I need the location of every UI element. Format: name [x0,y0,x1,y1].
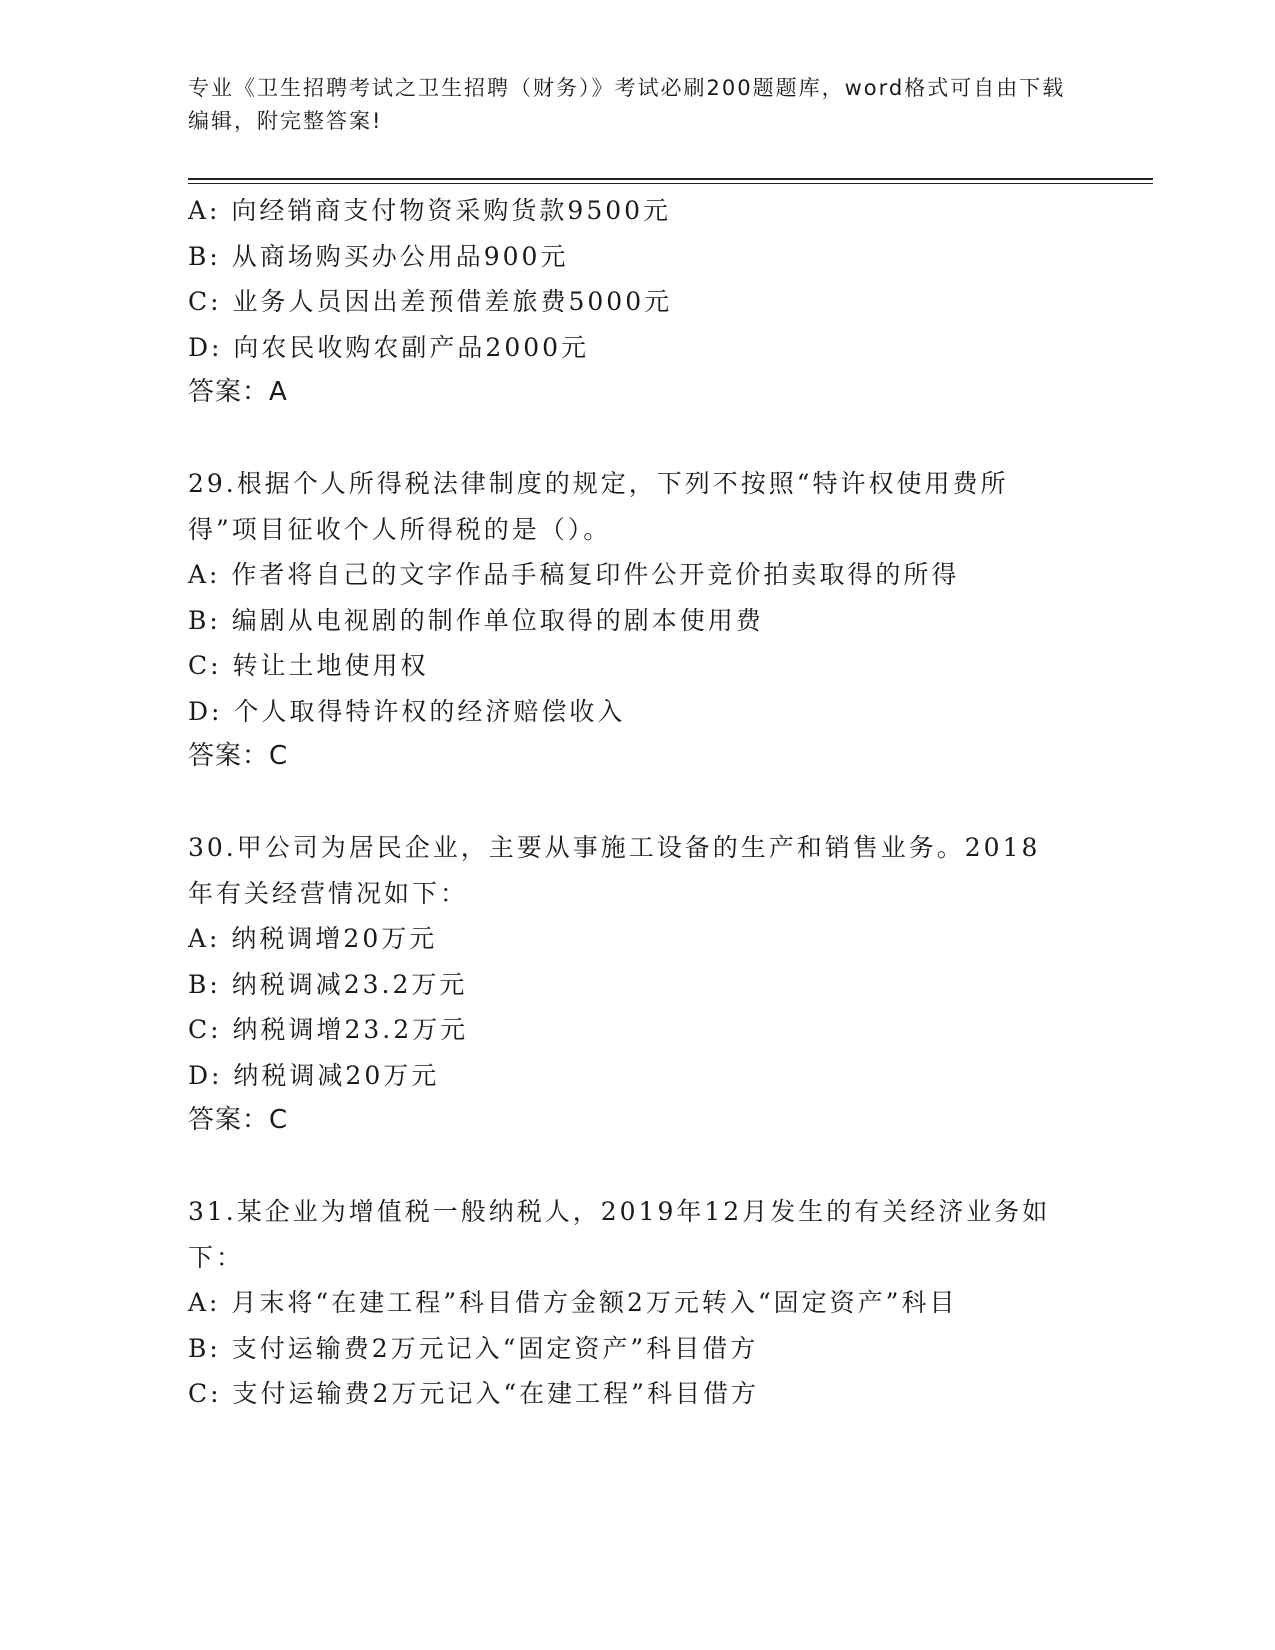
header-divider [188,178,1153,180]
option-b: B: 支付运输费2万元记入“固定资产”科目借方 [188,1333,759,1363]
answer-text: 答案：A [188,377,288,407]
question-block [188,1189,1088,1417]
document-header: 专业《卫生招聘考试之卫生招聘（财务）》考试必刷200题题库，word格式可自由下载编辑，附完整答案! [188,76,1066,133]
option-d: D: 向农民收购农副产品2000元 [188,332,590,362]
option-c: C: 支付运输费2万元记入“在建工程”科目借方 [188,1379,759,1408]
option-d: D: 纳税调减20万元 [188,1060,440,1090]
option-b: B: 纳税调减23.2万元 [188,969,468,999]
option-c: C: 转让土地使用权 [188,651,429,680]
option-a: A: 纳税调增20万元 [188,924,438,953]
question-text: 31.某企业为增值税一般纳税人，2019年12月发生的有关经济业务如下： [188,1197,1051,1272]
option-a: A: 月末将“在建工程”科目借方金额2万元转入“固定资产”科目 [188,1288,958,1317]
question-block [188,825,1088,1144]
spacer [188,780,1088,826]
question-list [188,188,1088,1417]
question-text: 29.根据个人所得税法律制度的规定，下列不按照“特许权使用费所得”项目征收个人所得税的是（）。 [188,469,1009,544]
option-c: C: 纳税调增23.2万元 [188,1015,469,1044]
option-a: A: 向经销商支付物资采购货款9500元 [188,196,672,225]
question-block [188,461,1088,780]
question-block [188,188,1088,416]
option-b: B: 从商场购买办公用品900元 [188,241,569,271]
option-a: A: 作者将自己的文字作品手稿复印件公开竞价拍卖取得的所得 [188,560,960,589]
option-c: C: 业务人员因出差预借差旅费5000元 [188,287,673,316]
answer-text: 答案：C [188,741,289,771]
question-text: 30.甲公司为居民企业，主要从事施工设备的生产和销售业务。2018年有关经营情况如下： [188,833,1041,908]
spacer [188,416,1088,462]
header-divider-thin [188,183,1153,184]
option-d: D: 个人取得特许权的经济赔偿收入 [188,696,626,726]
spacer [188,1144,1088,1190]
answer-text: 答案：C [188,1105,289,1135]
option-b: B: 编剧从电视剧的制作单位取得的剧本使用费 [188,605,764,635]
